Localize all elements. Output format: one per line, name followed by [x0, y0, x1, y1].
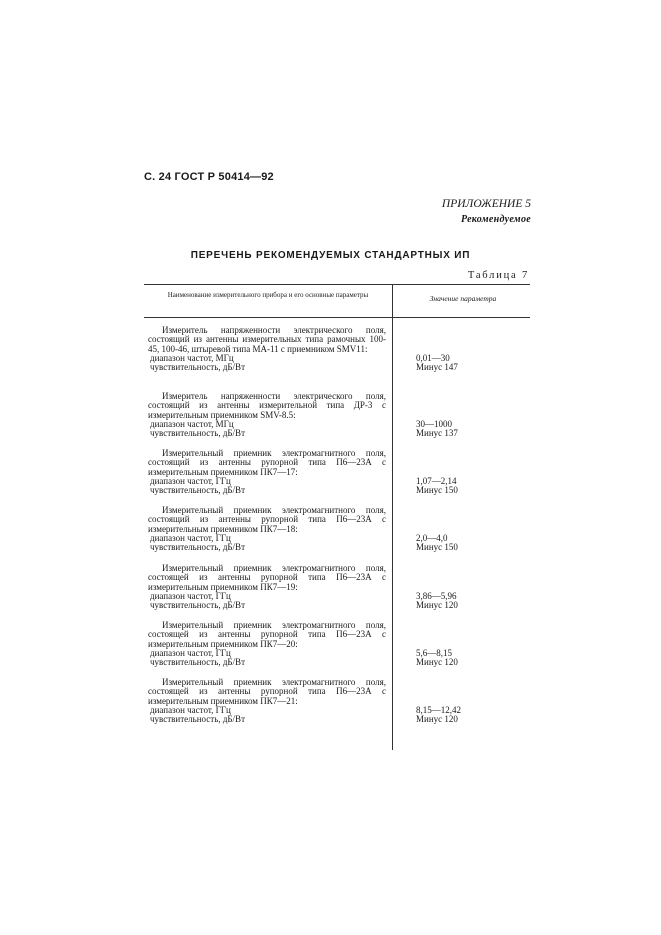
table-row [148, 326, 529, 372]
table-label: Таблица 7 [467, 270, 529, 281]
appendix-title: ПРИЛОЖЕНИЕ 5 [441, 198, 531, 210]
table-top-rule [144, 284, 530, 285]
param-row [148, 658, 529, 667]
param-row [148, 486, 529, 495]
appendix-block [442, 196, 531, 228]
param-row [148, 429, 529, 438]
instrument-description: Измерительный приемник электромагнитного поля, состоящий из антенны рупорной типа П6—23А с измерительным приемником ПК7—17: [148, 448, 386, 477]
page-header: С. 24 ГОСТ Р 50414—92 [144, 171, 274, 183]
param-name: чувствительность, дБ/Вт [150, 428, 245, 439]
table-row [148, 392, 529, 438]
param-row [148, 543, 529, 552]
param-value: 8,15—12,42 [416, 704, 461, 715]
column-header-instrument: Наименование измерительного прибора и его основные параметры [167, 291, 369, 299]
param-value: Минус 120 [416, 600, 458, 611]
table-header-rule [144, 317, 530, 318]
param-name: чувствительность, дБ/Вт [150, 542, 245, 553]
param-name: чувствительность, дБ/Вт [150, 657, 245, 668]
param-name: чувствительность, дБ/Вт [150, 485, 245, 496]
param-value: 2,0—4,0 [416, 532, 448, 543]
param-name: диапазон частот, МГц [150, 418, 234, 429]
document-title: ПЕРЕЧЕНЬ РЕКОМЕНДУЕМЫХ СТАНДАРТНЫХ ИП [190, 250, 471, 261]
param-name: диапазон частот, ГГц [150, 590, 231, 601]
param-name: диапазон частот, МГц [150, 352, 234, 363]
param-name: диапазон частот, ГГц [150, 704, 231, 715]
param-value: Минус 147 [416, 362, 458, 373]
param-value: 5,6—8,15 [416, 647, 452, 658]
param-value: 3,86—5,96 [416, 590, 457, 601]
table-row [148, 449, 529, 495]
param-name: диапазон частот, ГГц [150, 532, 231, 543]
param-name: диапазон частот, ГГц [150, 647, 231, 658]
instrument-description: Измерительный приемник электромагнитного поля, состоящей из антенны рупорной типа П6—23А с измерительным приемником ПК7—20: [148, 620, 386, 649]
table-row [148, 621, 529, 667]
param-value: Минус 150 [416, 542, 458, 553]
table-row [148, 564, 529, 610]
param-value: Минус 150 [416, 485, 458, 496]
param-name: диапазон частот, ГГц [150, 475, 231, 486]
param-name: чувствительность, дБ/Вт [150, 362, 245, 373]
param-name: чувствительность, дБ/Вт [150, 714, 245, 725]
param-value: 0,01—30 [416, 352, 450, 363]
instrument-description: Измерительный приемник электромагнитного поля, состоящей из антенны рупорной типа П6—23А с измерительным приемником ПК7—21: [148, 677, 386, 706]
param-value: 30—1000 [416, 418, 452, 429]
instrument-description: Измерительный приемник электромагнитного поля, состоящий из антенны рупорной типа П6—23А с измерительным приемником ПК7—18: [148, 505, 386, 534]
param-name: чувствительность, дБ/Вт [150, 600, 245, 611]
column-header-value: Значение параметра [429, 294, 497, 303]
param-row [148, 601, 529, 610]
param-value: Минус 137 [416, 428, 458, 439]
param-value: Минус 120 [416, 657, 458, 668]
instrument-description: Измерительный приемник электромагнитного поля, состоящей из антенны рупорной типа П6—23А с измерительным приемником ПК7—19: [148, 563, 386, 592]
table-row [148, 678, 529, 724]
parameters-table [144, 284, 530, 750]
instrument-description: Измеритель напряженности электрического поля, состоящий из антенны измерительных типа рамочных 100-45, 100-46, штыревой типа МА-11 с приемником SMV11: [148, 325, 386, 354]
appendix-status: Рекомендуемое [461, 214, 531, 225]
param-row [148, 363, 529, 372]
param-row [148, 715, 529, 724]
table-row [148, 506, 529, 552]
instrument-description: Измеритель напряженности электрического поля, состоящий из антенны измерительной типа ДР-3 с измерительным приемником SMV-8.5: [148, 391, 386, 420]
param-value: Минус 120 [416, 714, 458, 725]
param-value: 1,07—2,14 [416, 475, 457, 486]
